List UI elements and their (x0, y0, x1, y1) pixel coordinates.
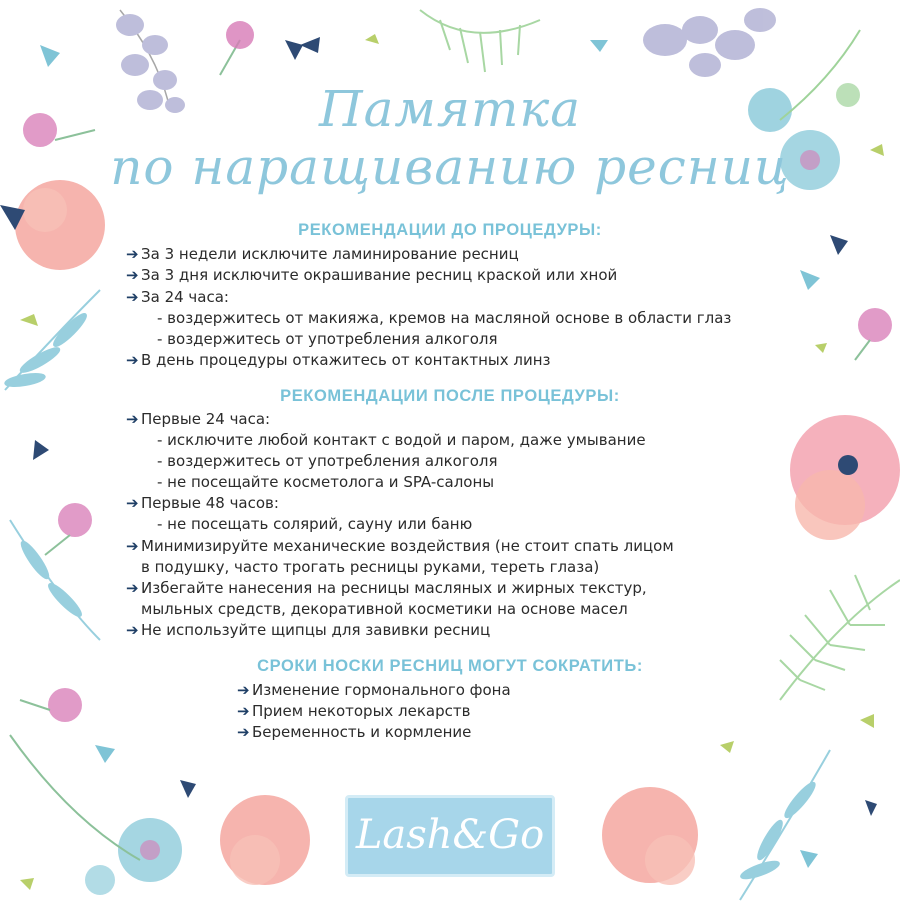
fern-leaf-icon (420, 10, 540, 72)
pink-poppy-flower-icon (790, 415, 900, 540)
arrow-right-icon: ➔ (237, 702, 250, 720)
arrow-right-icon: ➔ (237, 681, 250, 699)
brand-logo (345, 795, 555, 877)
leafy-branch-icon (4, 290, 100, 640)
list-item: ➔ Первые 24 часа: (126, 410, 271, 428)
list-item: ➔ За 24 часа: (126, 288, 229, 306)
arrow-right-icon: ➔ (126, 579, 139, 597)
brand-logo-text: Lash&Go (355, 812, 545, 858)
list-item: ➔ За 3 дня исключите окрашивание ресниц краской или хной (126, 266, 618, 284)
arrow-right-icon: ➔ (126, 410, 139, 428)
arrow-right-icon: ➔ (126, 537, 139, 555)
arrow-right-icon: ➔ (126, 621, 139, 639)
arrow-right-icon: ➔ (126, 351, 139, 369)
list-item: ➔ Первые 48 часов: (126, 494, 279, 512)
list-item-continuation: мыльных средств, декоративной косметики на основе масел (141, 600, 628, 618)
list-subitem: - воздержитесь от употребления алкоголя (157, 330, 498, 348)
list-item: ➔ Не используйте щипцы для завивки ресниц (126, 621, 491, 639)
list-item: ➔ Избегайте нанесения на ресницы масляных и жирных текстур, (126, 579, 647, 597)
fern-leaf-icon (780, 575, 900, 700)
section-heading-shorten: СРОКИ НОСКИ РЕСНИЦ МОГУТ СОКРАТИТЬ: (257, 657, 643, 675)
section-heading-after: РЕКОМЕНДАЦИИ ПОСЛЕ ПРОЦЕДУРЫ: (280, 387, 620, 405)
section-heading-before: РЕКОМЕНДАЦИИ ДО ПРОЦЕДУРЫ: (298, 221, 602, 239)
list-subitem: - исключите любой контакт с водой и паром, даже умывание (157, 431, 646, 449)
list-subitem: - не посещайте косметолога и SPA-салоны (157, 473, 495, 491)
list-item: ➔ Минимизируйте механические воздействия (не стоит спать лицом (126, 537, 674, 555)
arrow-right-icon: ➔ (126, 288, 139, 306)
list-item: ➔ За 3 недели исключите ламинирование ресниц (126, 245, 519, 263)
page-title-line-1: Памятка (318, 80, 582, 138)
arrow-right-icon: ➔ (126, 266, 139, 284)
succulent-flower-icon (10, 735, 182, 895)
arrow-right-icon: ➔ (126, 245, 139, 263)
leafy-branch-icon (739, 750, 830, 900)
list-item: ➔ Прием некоторых лекарств (237, 702, 471, 720)
page-title-line-2: по наращиванию ресниц (110, 138, 790, 196)
eucalyptus-top-right-icon (643, 8, 776, 77)
list-subitem: - воздержитесь от употребления алкоголя (157, 452, 498, 470)
list-subitem: - не посещать солярий, сауну или баню (157, 515, 473, 533)
arrow-right-icon: ➔ (237, 723, 250, 741)
list-item: ➔ В день процедуры откажитесь от контактных линз (126, 351, 551, 369)
list-item-continuation: в подушку, часто трогать ресницы руками, тереть глаза) (141, 558, 600, 576)
arrow-right-icon: ➔ (126, 494, 139, 512)
list-subitem: - воздержитесь от макияжа, кремов на масляной основе в области глаз (157, 309, 732, 327)
list-item: ➔ Изменение гормонального фона (237, 681, 511, 699)
list-item: ➔ Беременность и кормление (237, 723, 472, 741)
